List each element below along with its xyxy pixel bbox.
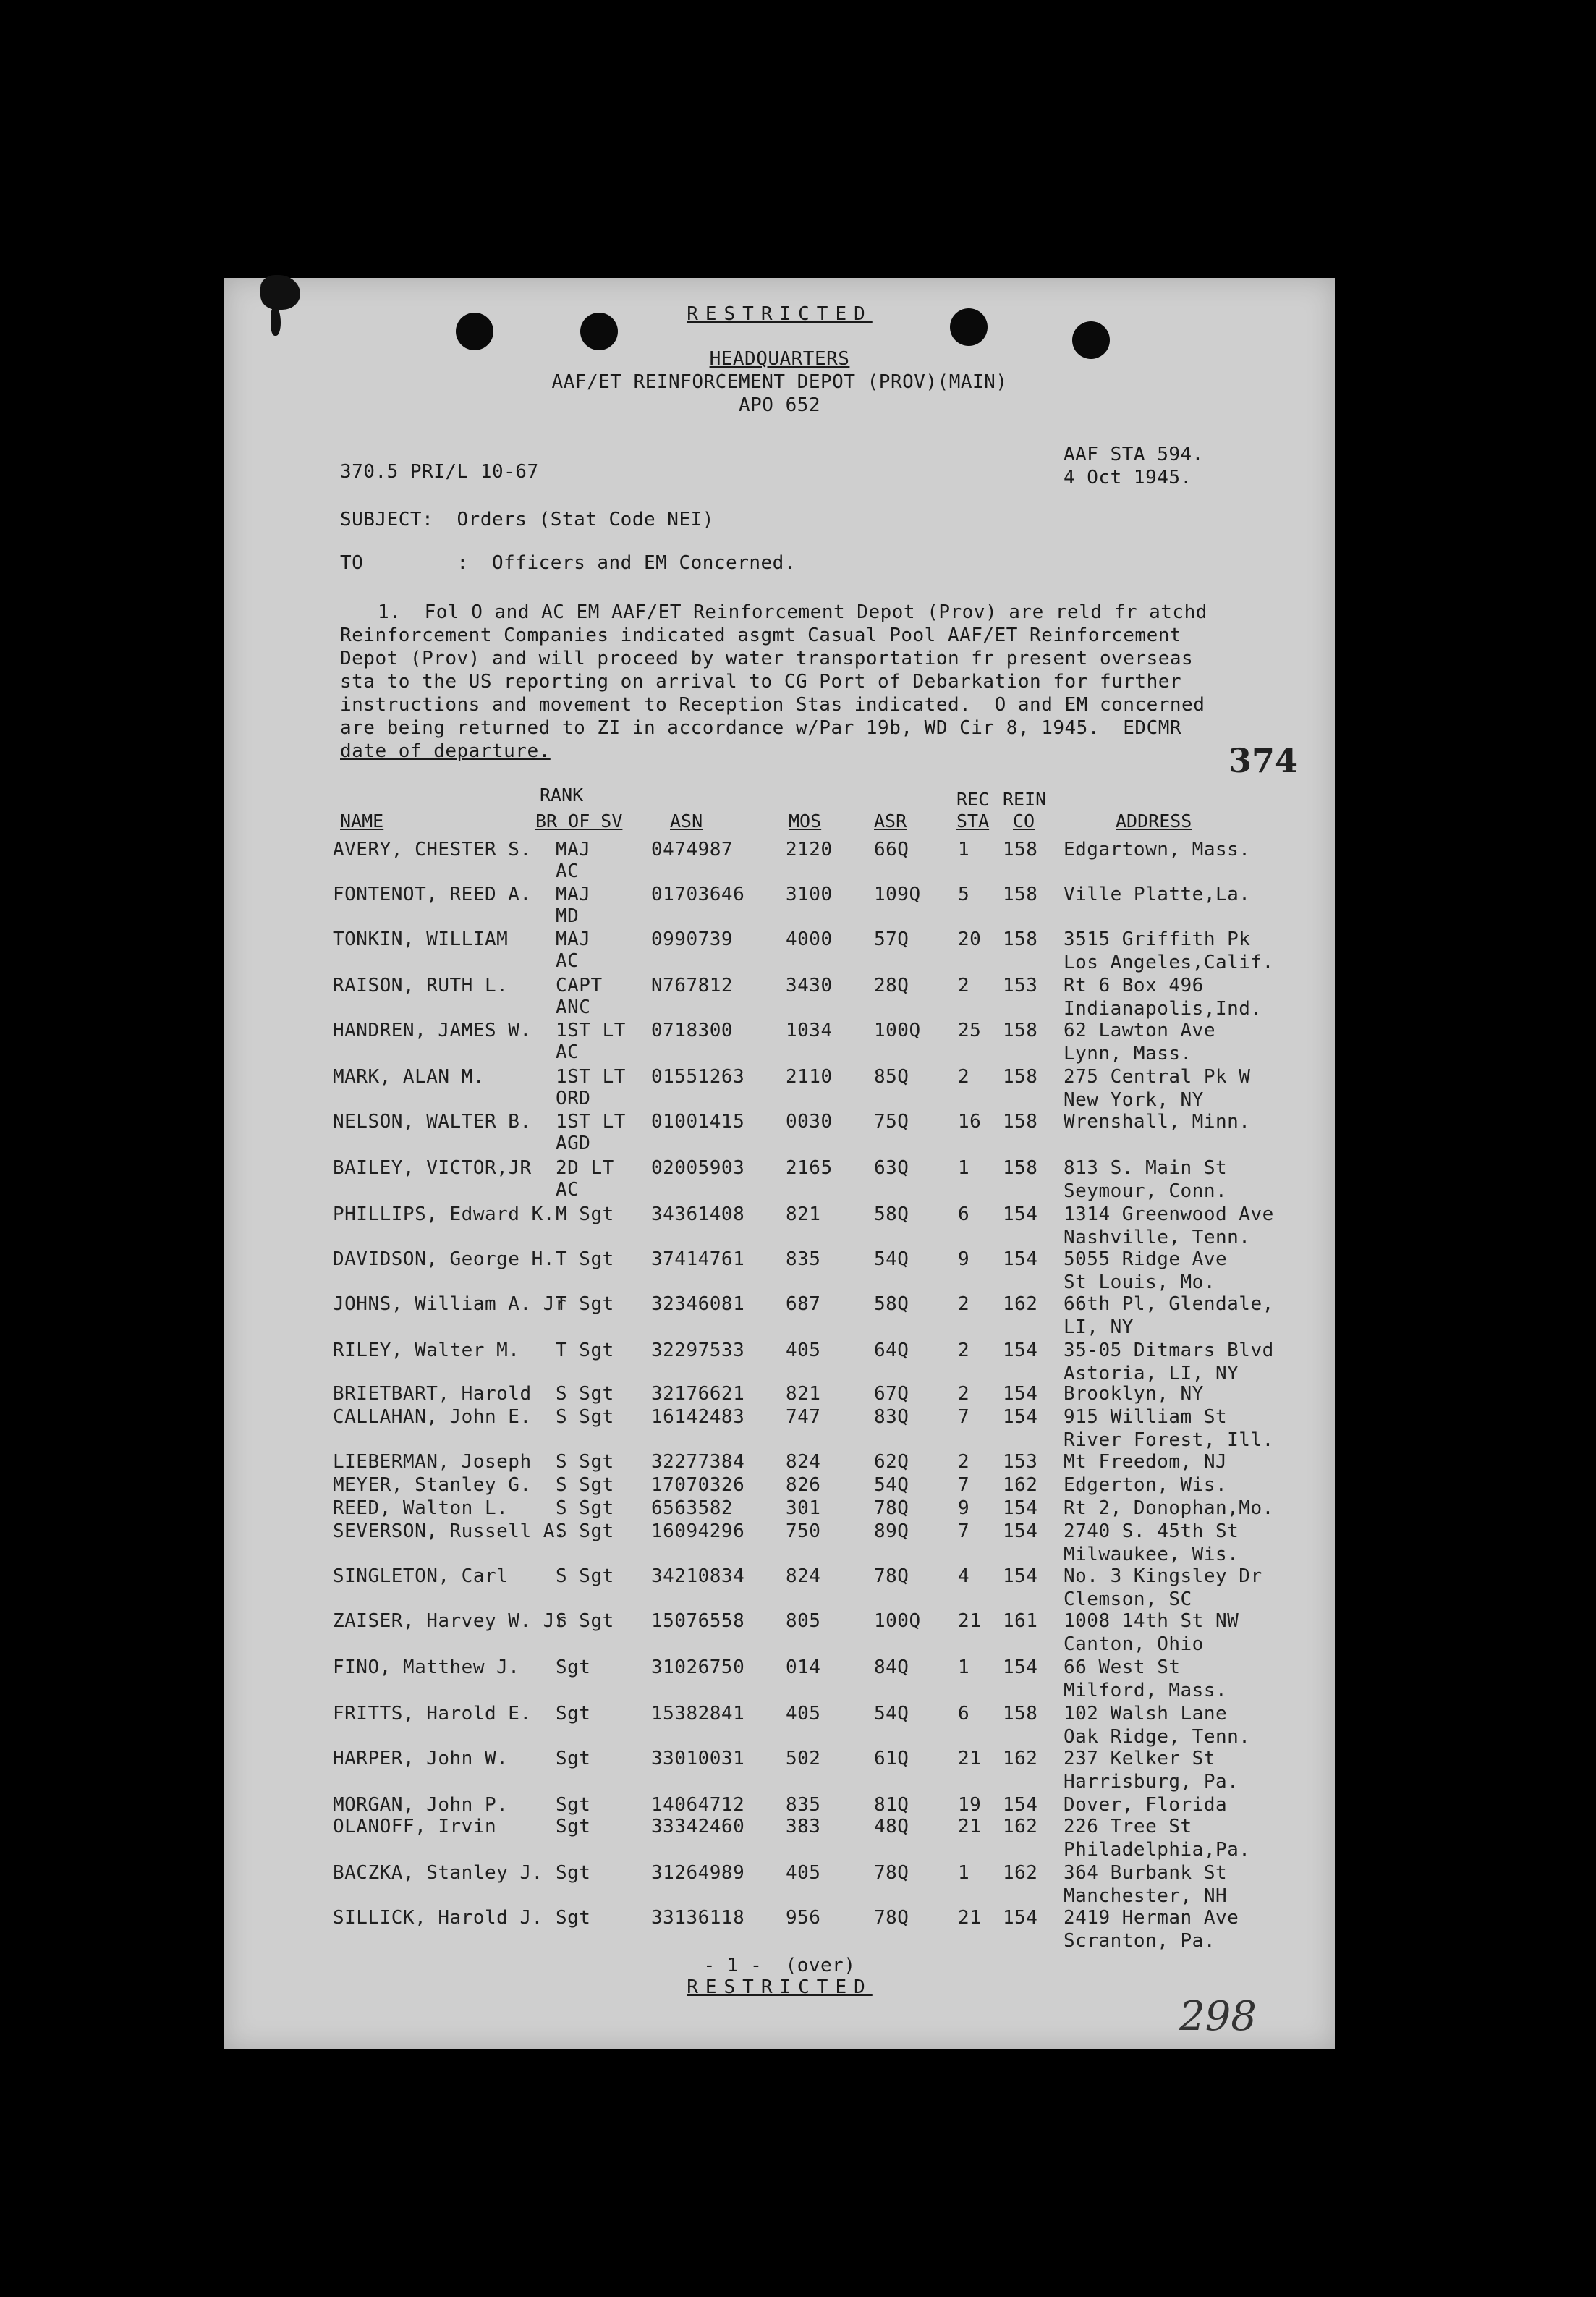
row-asn: 6563582 — [651, 1497, 734, 1519]
unit-title: AAF/ET REINFORCEMENT DEPOT (PROV)(MAIN) — [551, 371, 1008, 393]
row-address-line2: Harrisburg, Pa. — [1064, 1771, 1239, 1793]
row-rank: Sgt — [556, 1862, 591, 1884]
row-rank: S Sgt — [556, 1497, 614, 1519]
row-rec-sta: 5 — [958, 884, 970, 905]
row-rank: S Sgt — [556, 1565, 614, 1587]
row-rec-sta: 1 — [958, 1157, 970, 1179]
col-header-br-of-sv: BR OF SV — [535, 811, 623, 832]
row-rank: Sgt — [556, 1657, 591, 1678]
row-address-line2: New York, NY — [1064, 1089, 1204, 1111]
row-asr: 48Q — [874, 1816, 909, 1837]
row-name: HANDREN, JAMES W. — [333, 1020, 532, 1041]
row-address-line1: Brooklyn, NY — [1064, 1383, 1204, 1405]
row-name: AVERY, CHESTER S. — [333, 839, 532, 860]
row-rec-sta: 6 — [958, 1204, 970, 1225]
row-address-line2: Scranton, Pa. — [1064, 1930, 1215, 1952]
row-rein-co: 154 — [1003, 1907, 1038, 1929]
row-asn: 32297533 — [651, 1340, 745, 1361]
row-rank: MAJ — [556, 928, 591, 950]
row-name: DAVIDSON, George H. — [333, 1248, 555, 1270]
row-mos: 805 — [786, 1610, 821, 1632]
row-name: MEYER, Stanley G. — [333, 1474, 532, 1496]
row-name: SILLICK, Harold J. — [333, 1907, 543, 1929]
row-asn: 31264989 — [651, 1862, 745, 1884]
row-rec-sta: 7 — [958, 1474, 970, 1496]
row-address-line1: 226 Tree St — [1064, 1816, 1192, 1837]
row-rein-co: 158 — [1003, 1157, 1038, 1179]
row-rein-co: 154 — [1003, 1383, 1038, 1405]
col-header-asr: ASR — [874, 811, 907, 832]
row-address-line1: 364 Burbank St — [1064, 1862, 1228, 1884]
row-asr: 58Q — [874, 1293, 909, 1315]
col-header-rein: REIN — [1003, 789, 1047, 810]
row-address-line1: 1314 Greenwood Ave — [1064, 1204, 1274, 1225]
row-asr: 58Q — [874, 1204, 909, 1225]
col-header-rec: REC — [956, 789, 990, 810]
page-number: - 1 - (over) — [703, 1955, 856, 1976]
row-address-line2: Manchester, NH — [1064, 1885, 1228, 1907]
row-mos: 747 — [786, 1406, 821, 1428]
row-asr: 100Q — [874, 1020, 921, 1041]
row-asn: 17070326 — [651, 1474, 745, 1496]
row-rec-sta: 25 — [958, 1020, 982, 1041]
col-header-sta: STA — [956, 811, 990, 832]
row-rec-sta: 20 — [958, 928, 982, 950]
row-mos: 824 — [786, 1565, 821, 1587]
row-name: MARK, ALAN M. — [333, 1066, 485, 1088]
row-address-line1: Rt 6 Box 496 — [1064, 975, 1204, 997]
paragraph-line: sta to the US reporting on arrival to CG Port of Debarkation for further — [340, 671, 1182, 693]
row-rein-co: 154 — [1003, 1565, 1038, 1587]
row-asr: 84Q — [874, 1657, 909, 1678]
row-mos: 405 — [786, 1862, 821, 1884]
row-rec-sta: 7 — [958, 1406, 970, 1428]
row-mos: 956 — [786, 1907, 821, 1929]
row-asn: 34210834 — [651, 1565, 745, 1587]
row-rank: S Sgt — [556, 1406, 614, 1428]
row-rein-co: 154 — [1003, 1497, 1038, 1519]
row-asn: 15076558 — [651, 1610, 745, 1632]
row-asn: 33136118 — [651, 1907, 745, 1929]
row-address-line2: River Forest, Ill. — [1064, 1429, 1274, 1451]
row-asr: 78Q — [874, 1907, 909, 1929]
row-address-line1: 102 Walsh Lane — [1064, 1703, 1228, 1725]
row-asr: 62Q — [874, 1451, 909, 1473]
row-rein-co: 158 — [1003, 928, 1038, 950]
paragraph-line: instructions and movement to Reception Stas indicated. O and EM concerned — [340, 694, 1205, 716]
row-asn: 0474987 — [651, 839, 734, 860]
row-asn: 01703646 — [651, 884, 745, 905]
row-rec-sta: 2 — [958, 1383, 970, 1405]
row-rank: S Sgt — [556, 1520, 614, 1542]
row-address-line2: Milwaukee, Wis. — [1064, 1544, 1239, 1565]
row-address-line1: Rt 2, Donophan,Mo. — [1064, 1497, 1274, 1519]
row-rank: Sgt — [556, 1748, 591, 1769]
row-rec-sta: 4 — [958, 1565, 970, 1587]
row-rank: 1ST LT — [556, 1020, 626, 1041]
row-address-line2: Astoria, LI, NY — [1064, 1363, 1239, 1384]
row-address-line2: Lynn, Mass. — [1064, 1043, 1192, 1065]
row-mos: 821 — [786, 1383, 821, 1405]
row-name: FINO, Matthew J. — [333, 1657, 520, 1678]
col-header-rank: RANK — [540, 784, 584, 805]
row-asr: 85Q — [874, 1066, 909, 1088]
row-asn: 0990739 — [651, 928, 734, 950]
row-asn: 33010031 — [651, 1748, 745, 1769]
to-line: TO : Officers and EM Concerned. — [340, 552, 796, 574]
row-name: CALLAHAN, John E. — [333, 1406, 532, 1428]
subject-line: SUBJECT: Orders (Stat Code NEI) — [340, 509, 714, 530]
row-address-line1: Wrenshall, Minn. — [1064, 1111, 1251, 1133]
row-name: JOHNS, William A. Jr — [333, 1293, 567, 1315]
row-rein-co: 154 — [1003, 1204, 1038, 1225]
row-address-line1: No. 3 Kingsley Dr — [1064, 1565, 1262, 1587]
row-name: REED, Walton L. — [333, 1497, 509, 1519]
row-name: MORGAN, John P. — [333, 1794, 509, 1816]
row-address-line1: Ville Platte,La. — [1064, 884, 1251, 905]
row-rank: MAJ — [556, 839, 591, 860]
row-address-line2: Los Angeles,Calif. — [1064, 952, 1274, 973]
row-rein-co: 161 — [1003, 1610, 1038, 1632]
apo-line: APO 652 — [738, 394, 821, 416]
row-asn: 32346081 — [651, 1293, 745, 1315]
document-number-stamp: 374 — [1228, 741, 1299, 780]
row-asn: 37414761 — [651, 1248, 745, 1270]
row-branch-of-service: ORD — [556, 1088, 591, 1109]
row-rec-sta: 9 — [958, 1497, 970, 1519]
row-address-line1: Mt Freedom, NJ — [1064, 1451, 1228, 1473]
row-rank: 1ST LT — [556, 1111, 626, 1133]
row-rein-co: 158 — [1003, 1066, 1038, 1088]
col-header-name: NAME — [340, 811, 384, 832]
row-rec-sta: 2 — [958, 1066, 970, 1088]
row-rec-sta: 16 — [958, 1111, 982, 1133]
row-rank: S Sgt — [556, 1610, 614, 1632]
row-branch-of-service: AC — [556, 1179, 580, 1201]
row-mos: 0030 — [786, 1111, 833, 1133]
row-mos: 824 — [786, 1451, 821, 1473]
row-address-line1: 35-05 Ditmars Blvd — [1064, 1340, 1274, 1361]
row-asn: 16094296 — [651, 1520, 745, 1542]
row-name: FRITTS, Harold E. — [333, 1703, 532, 1725]
row-rank: T Sgt — [556, 1293, 614, 1315]
row-asn: 33342460 — [651, 1816, 745, 1837]
row-rec-sta: 7 — [958, 1520, 970, 1542]
row-name: FONTENOT, REED A. — [333, 884, 532, 905]
row-name: HARPER, John W. — [333, 1748, 509, 1769]
row-address-line1: 2419 Herman Ave — [1064, 1907, 1239, 1929]
row-address-line1: 275 Central Pk W — [1064, 1066, 1251, 1088]
row-asn: 01551263 — [651, 1066, 745, 1088]
row-asn: 34361408 — [651, 1204, 745, 1225]
row-rein-co: 158 — [1003, 1703, 1038, 1725]
row-rein-co: 153 — [1003, 975, 1038, 997]
row-rec-sta: 1 — [958, 1862, 970, 1884]
row-asr: 78Q — [874, 1862, 909, 1884]
row-asn: 0718300 — [651, 1020, 734, 1041]
row-mos: 826 — [786, 1474, 821, 1496]
row-address-line2: Oak Ridge, Tenn. — [1064, 1726, 1251, 1748]
row-rein-co: 158 — [1003, 1020, 1038, 1041]
row-rec-sta: 21 — [958, 1748, 982, 1769]
row-rein-co: 158 — [1003, 884, 1038, 905]
row-rank: T Sgt — [556, 1248, 614, 1270]
row-name: RAISON, RUTH L. — [333, 975, 509, 997]
row-asr: 100Q — [874, 1610, 921, 1632]
row-name: BACZKA, Stanley J. — [333, 1862, 543, 1884]
row-asr: 54Q — [874, 1474, 909, 1496]
row-rein-co: 154 — [1003, 1794, 1038, 1816]
row-mos: 687 — [786, 1293, 821, 1315]
row-asn: 01001415 — [651, 1111, 745, 1133]
row-name: ZAISER, Harvey W. Jr — [333, 1610, 567, 1632]
row-asn: 02005903 — [651, 1157, 745, 1179]
row-address-line1: 915 William St — [1064, 1406, 1228, 1428]
row-asr: 78Q — [874, 1497, 909, 1519]
row-rec-sta: 21 — [958, 1610, 982, 1632]
row-rank: Sgt — [556, 1794, 591, 1816]
row-address-line2: St Louis, Mo. — [1064, 1272, 1215, 1293]
row-asr: 83Q — [874, 1406, 909, 1428]
row-mos: 821 — [786, 1204, 821, 1225]
station-line: AAF STA 594. — [1064, 444, 1204, 465]
paragraph-line: Reinforcement Companies indicated asgmt Casual Pool AAF/ET Reinforcement — [340, 625, 1182, 646]
row-name: LIEBERMAN, Joseph — [333, 1451, 532, 1473]
restricted-header: RESTRICTED — [687, 303, 873, 325]
row-mos: 502 — [786, 1748, 821, 1769]
row-rank: Sgt — [556, 1907, 591, 1929]
row-branch-of-service: AC — [556, 950, 580, 972]
row-asr: 81Q — [874, 1794, 909, 1816]
row-rein-co: 158 — [1003, 1111, 1038, 1133]
row-rein-co: 162 — [1003, 1816, 1038, 1837]
row-rein-co: 162 — [1003, 1293, 1038, 1315]
row-rank: S Sgt — [556, 1383, 614, 1405]
row-asn: 32277384 — [651, 1451, 745, 1473]
row-name: SEVERSON, Russell A. — [333, 1520, 567, 1542]
row-address-line1: 1008 14th St NW — [1064, 1610, 1239, 1632]
row-rank: CAPT — [556, 975, 603, 997]
row-rein-co: 154 — [1003, 1406, 1038, 1428]
row-asr: 109Q — [874, 884, 921, 905]
row-address-line1: 66 West St — [1064, 1657, 1181, 1678]
row-asr: 78Q — [874, 1565, 909, 1587]
row-asn: N767812 — [651, 975, 734, 997]
row-mos: 383 — [786, 1816, 821, 1837]
row-rec-sta: 2 — [958, 1451, 970, 1473]
row-mos: 2165 — [786, 1157, 833, 1179]
document-page — [224, 278, 1335, 2049]
row-name: RILEY, Walter M. — [333, 1340, 520, 1361]
row-rec-sta: 2 — [958, 975, 970, 997]
paragraph-line: 1. Fol O and AC EM AAF/ET Reinforcement Depot (Prov) are reld fr atchd — [378, 601, 1207, 623]
row-address-line1: 66th Pl, Glendale, — [1064, 1293, 1274, 1315]
file-reference: 370.5 PRI/L 10-67 — [340, 461, 539, 483]
row-rank: 2D LT — [556, 1157, 614, 1179]
row-asr: 64Q — [874, 1340, 909, 1361]
row-asr: 54Q — [874, 1248, 909, 1270]
row-rec-sta: 2 — [958, 1293, 970, 1315]
row-rec-sta: 21 — [958, 1907, 982, 1929]
paragraph-line: Depot (Prov) and will proceed by water transportation fr present overseas — [340, 648, 1194, 669]
row-rein-co: 153 — [1003, 1451, 1038, 1473]
row-rank: M Sgt — [556, 1204, 614, 1225]
row-asr: 63Q — [874, 1157, 909, 1179]
row-rank: Sgt — [556, 1816, 591, 1837]
row-name: BAILEY, VICTOR,JR — [333, 1157, 532, 1179]
row-address-line1: Dover, Florida — [1064, 1794, 1228, 1816]
row-name: PHILLIPS, Edward K. — [333, 1204, 555, 1225]
row-rec-sta: 19 — [958, 1794, 982, 1816]
row-mos: 2120 — [786, 839, 833, 860]
row-rec-sta: 9 — [958, 1248, 970, 1270]
date-line: 4 Oct 1945. — [1064, 467, 1192, 488]
row-address-line1: Edgartown, Mass. — [1064, 839, 1251, 860]
row-rein-co: 154 — [1003, 1657, 1038, 1678]
row-rank: S Sgt — [556, 1451, 614, 1473]
row-address-line1: 3515 Griffith Pk — [1064, 928, 1251, 950]
row-name: TONKIN, WILLIAM — [333, 928, 509, 950]
row-mos: 1034 — [786, 1020, 833, 1041]
row-rank: T Sgt — [556, 1340, 614, 1361]
col-header-asn: ASN — [670, 811, 703, 832]
row-name: OLANOFF, Irvin — [333, 1816, 497, 1837]
row-rein-co: 158 — [1003, 839, 1038, 860]
row-address-line2: Milford, Mass. — [1064, 1680, 1228, 1701]
row-asn: 31026750 — [651, 1657, 745, 1678]
row-rank: S Sgt — [556, 1474, 614, 1496]
col-header-address: ADDRESS — [1116, 811, 1192, 832]
row-asr: 66Q — [874, 839, 909, 860]
col-header-mos: MOS — [789, 811, 822, 832]
row-mos: 405 — [786, 1703, 821, 1725]
row-name: BRIETBART, Harold — [333, 1383, 532, 1405]
row-asn: 14064712 — [651, 1794, 745, 1816]
col-header-co: CO — [1013, 811, 1035, 832]
row-mos: 835 — [786, 1248, 821, 1270]
row-mos: 3100 — [786, 884, 833, 905]
row-rec-sta: 21 — [958, 1816, 982, 1837]
row-asn: 15382841 — [651, 1703, 745, 1725]
row-rein-co: 154 — [1003, 1248, 1038, 1270]
row-address-line2: Nashville, Tenn. — [1064, 1227, 1251, 1248]
row-address-line1: 62 Lawton Ave — [1064, 1020, 1215, 1041]
row-name: NELSON, WALTER B. — [333, 1111, 532, 1133]
row-asr: 89Q — [874, 1520, 909, 1542]
row-address-line2: Clemson, SC — [1064, 1589, 1192, 1610]
restricted-footer: RESTRICTED — [687, 1976, 873, 1998]
row-address-line1: 5055 Ridge Ave — [1064, 1248, 1228, 1270]
row-rein-co: 162 — [1003, 1474, 1038, 1496]
row-address-line2: LI, NY — [1064, 1316, 1134, 1338]
row-asn: 32176621 — [651, 1383, 745, 1405]
row-rec-sta: 1 — [958, 839, 970, 860]
row-asr: 61Q — [874, 1748, 909, 1769]
row-rank: Sgt — [556, 1703, 591, 1725]
row-branch-of-service: AC — [556, 860, 580, 882]
row-address-line2: Philadelphia,Pa. — [1064, 1839, 1251, 1861]
row-address-line2: Canton, Ohio — [1064, 1633, 1204, 1655]
row-mos: 750 — [786, 1520, 821, 1542]
row-asr: 57Q — [874, 928, 909, 950]
row-address-line1: 2740 S. 45th St — [1064, 1520, 1239, 1542]
row-asr: 67Q — [874, 1383, 909, 1405]
row-rec-sta: 1 — [958, 1657, 970, 1678]
row-rein-co: 162 — [1003, 1748, 1038, 1769]
row-mos: 301 — [786, 1497, 821, 1519]
row-mos: 3430 — [786, 975, 833, 997]
row-address-line1: 813 S. Main St — [1064, 1157, 1228, 1179]
row-address-line1: 237 Kelker St — [1064, 1748, 1215, 1769]
row-address-line2: Seymour, Conn. — [1064, 1180, 1228, 1202]
headquarters-title: HEADQUARTERS — [709, 348, 850, 370]
row-rein-co: 154 — [1003, 1520, 1038, 1542]
row-address-line1: Edgerton, Wis. — [1064, 1474, 1228, 1496]
row-rein-co: 162 — [1003, 1862, 1038, 1884]
paragraph-line: are being returned to ZI in accordance w/Par 19b, WD Cir 8, 1945. EDCMR — [340, 717, 1182, 739]
row-rec-sta: 6 — [958, 1703, 970, 1725]
row-rein-co: 154 — [1003, 1340, 1038, 1361]
row-mos: 2110 — [786, 1066, 833, 1088]
row-asr: 75Q — [874, 1111, 909, 1133]
row-mos: 014 — [786, 1657, 821, 1678]
row-address-line2: Indianapolis,Ind. — [1064, 998, 1262, 1020]
row-asr: 28Q — [874, 975, 909, 997]
row-branch-of-service: AC — [556, 1041, 580, 1063]
row-mos: 405 — [786, 1340, 821, 1361]
row-rank: 1ST LT — [556, 1066, 626, 1088]
row-branch-of-service: MD — [556, 905, 580, 927]
row-name: SINGLETON, Carl — [333, 1565, 509, 1587]
row-branch-of-service: ANC — [556, 997, 591, 1018]
handwritten-page-number: 298 — [1179, 1993, 1257, 2040]
row-asr: 54Q — [874, 1703, 909, 1725]
row-branch-of-service: AGD — [556, 1133, 591, 1154]
row-rank: MAJ — [556, 884, 591, 905]
row-mos: 4000 — [786, 928, 833, 950]
paragraph-line: date of departure. — [340, 740, 551, 762]
row-mos: 835 — [786, 1794, 821, 1816]
row-rec-sta: 2 — [958, 1340, 970, 1361]
row-asn: 16142483 — [651, 1406, 745, 1428]
